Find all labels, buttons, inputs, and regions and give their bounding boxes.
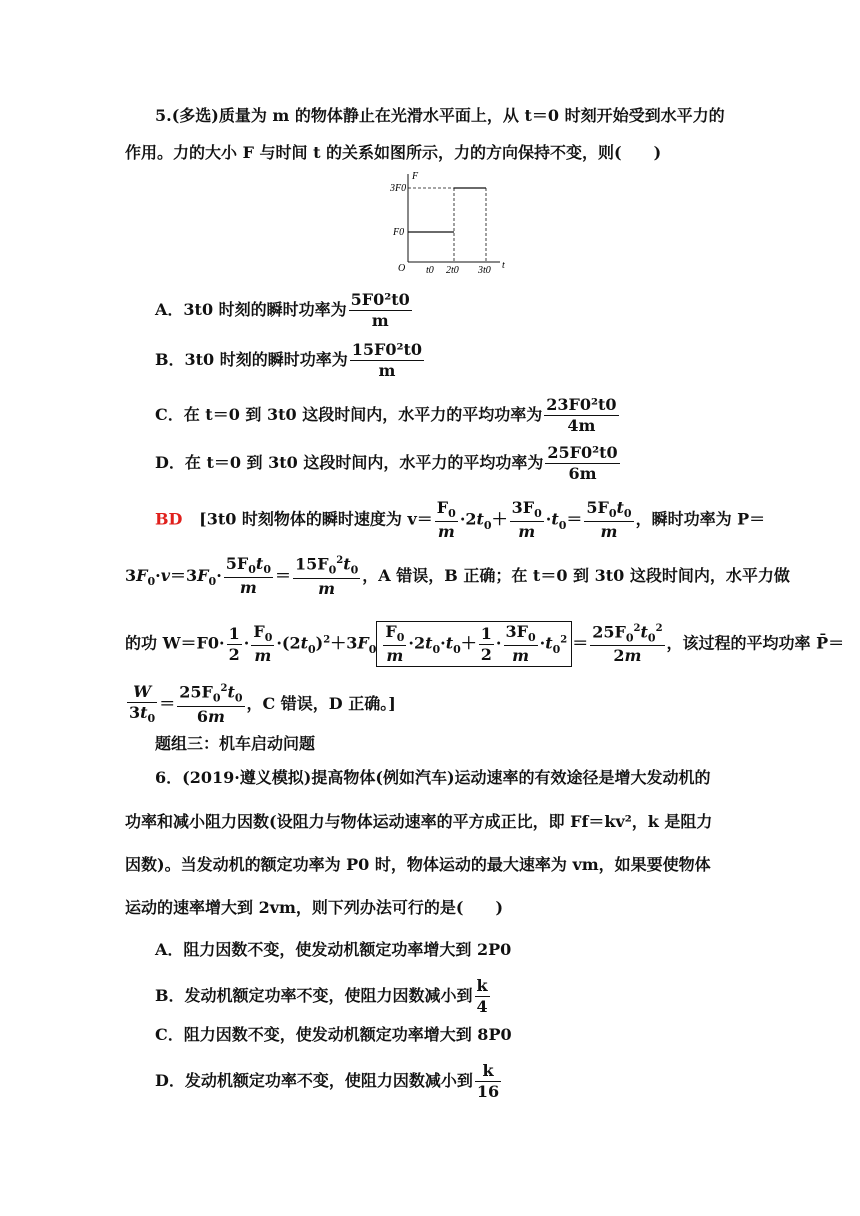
q6-option-b: B．发动机额定功率不变，使阻力因数减小到 $\frac{k}{4}$ [155, 976, 488, 1016]
section-heading: 题组三：机车启动问题 [155, 734, 316, 753]
q6-stem-line3: 因数)。当发动机的额定功率为 P0 时，物体运动的最大速率为 vm，如果要使物体 [125, 855, 711, 874]
graph-x-tick: 2t0 [446, 265, 459, 275]
graph-x-tick: 3t0 [478, 265, 491, 275]
q6-stem-line1: 6．(2019·遵义模拟)提高物体(例如汽车)运动速率的有效途径是增大发动机的 [155, 768, 711, 787]
graph-y-tick: 3F0 [390, 183, 407, 194]
solution-line1: BD [3t0 时刻物体的瞬时速度为 v＝ $\frac{F_0}{m}$ $\cdot 2t_0+$ $\frac{3F_0}{m}$ $\cdot t_0=$ $\frac{5F_0t_0}{m}$ ，瞬时功率为 P＝ [155, 498, 766, 542]
answer-label: BD [155, 509, 183, 529]
q6-option-a: A．阻力因数不变，使发动机额定功率增大到 2P0 [155, 940, 512, 959]
q5-option-a: A．3t0 时刻的瞬时功率为 $\frac{\text{5F0²t0}}{m}$ [155, 290, 410, 330]
graph-y-tick: F0 [393, 227, 405, 238]
solution-line4: $\frac{W}{3t_0}$ ＝ $\frac{25F_0^2t_0}{6m}$ ，C 错误，D 正确。] [129, 682, 396, 726]
q5-option-b: B．3t0 时刻的瞬时功率为 $\frac{\text{15F0²t0}}{m}$ [155, 340, 423, 380]
graph-y-label: F [412, 171, 419, 182]
graph-origin: O [398, 263, 406, 274]
q6-stem-line4: 运动的速率增大到 2vm，则下列办法可行的是( ) [125, 898, 504, 917]
q6-option-d: D．发动机额定功率不变，使阻力因数减小到 $\frac{k}{16}$ [155, 1061, 500, 1101]
graph-x-tick: t0 [426, 265, 434, 275]
q6-stem-line2: 功率和减小阻力因数(设阻力与物体运动速率的平方成正比，即 Ff＝kv²，k 是阻力 [125, 812, 713, 831]
solution-line3: 的功 W＝F0· $\frac{1}{2}$ · $\frac{F_0}{m}$ $\cdot(2t_0)^2+3F_0$ $\frac{F_0}{m}$ $\cdot 2t_0\cdot t_0+$ $\frac{1}{2}$ · $\frac{3F_0}{m}$ $\cdot t_0^2$ ＝ $\frac{25F_0^2t_0^2}{2m}$ ，该过程的平均功率 P̄＝ [125, 622, 845, 666]
solution-line2: $3F_0\cdot v=3F_0\cdot$ $\frac{5F_0t_0}{m}$ ＝ $\frac{15F_0^2t_0}{m}$ ，A 错误，B 正确；在 t＝0 到 3t0 这段时间内，水平力做 [125, 554, 790, 598]
force-time-graph [390, 170, 510, 275]
q6-option-c: C．阻力因数不变，使发动机额定功率增大到 8P0 [155, 1025, 512, 1044]
q5-stem-line1: 5.(多选)质量为 m 的物体静止在光滑水平面上，从 t＝0 时刻开始受到水平力的 [155, 106, 725, 125]
q5-option-d: D．在 t＝0 到 3t0 这段时间内，水平力的平均功率为 $\frac{\text{25F0²t0}}{6m}$ [155, 443, 618, 483]
q5-option-c: C．在 t＝0 到 3t0 这段时间内，水平力的平均功率为 $\frac{\text{23F0²t0}}{4m}$ [155, 395, 617, 435]
graph-x-label: t [502, 260, 505, 271]
q5-stem-line2: 作用。力的大小 F 与时间 t 的关系如图所示，力的方向保持不变，则( ) [125, 143, 662, 162]
